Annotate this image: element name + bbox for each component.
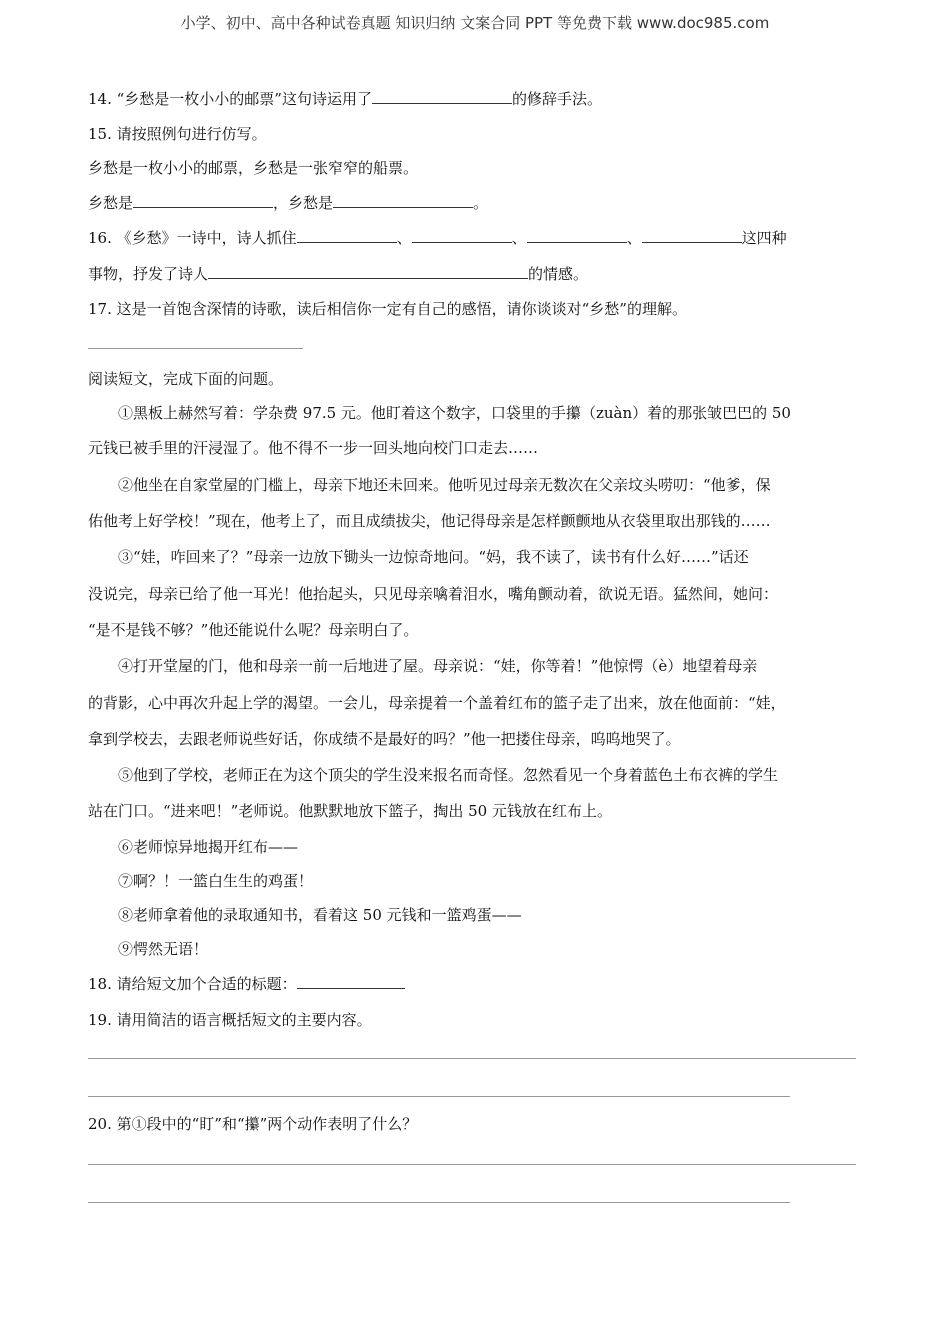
q16-answer-blank-1[interactable] [297, 228, 397, 243]
q18-answer-blank[interactable] [297, 974, 405, 989]
question-19: 19. 请用简洁的语言概括短文的主要内容。 [88, 1011, 372, 1029]
passage-p7: ⑦啊？！一篮白生生的鸡蛋！ [118, 872, 314, 890]
question-17: 17. 这是一首饱含深情的诗歌，读后相信你一定有自己的感悟，请你谈谈对“乡愁”的理解。 [88, 300, 687, 318]
passage-p4-line1: ④打开堂屋的门，他和母亲一前一后地进了屋。母亲说：“娃，你等着！”他惊愕（è）地望着母亲 [118, 657, 758, 675]
q16-sep-2: 、 [511, 229, 527, 247]
q19-answer-line-2[interactable] [88, 1096, 790, 1097]
q16-line2-start: 事物，抒发了诗人 [88, 265, 209, 283]
q18-text: 18. 请给短文加个合适的标题： [88, 975, 297, 993]
q16-answer-blank-4[interactable] [642, 228, 742, 243]
page-header-banner: 小学、初中、高中各种试卷真题 知识归纳 文案合同 PPT 等免费下载 www.doc985.com [180, 14, 770, 32]
passage-p5-line2: 站在门口。“进来吧！”老师说。他默默地放下篮子，掏出 50 元钱放在红布上。 [88, 802, 612, 820]
q15-answer-blank-1[interactable] [133, 193, 273, 208]
q16-answer-blank-3[interactable] [527, 228, 627, 243]
passage-p3-line3: “是不是钱不够？”他还能说什么呢？母亲明白了。 [88, 621, 419, 639]
q16-answer-blank-5[interactable] [208, 264, 528, 279]
q20-answer-line-1[interactable] [88, 1164, 856, 1165]
passage-p2-line2: 佑他考上好学校！”现在，他考上了，而且成绩拔尖，他记得母亲是怎样颤颤地从衣袋里取出那钱的…… [88, 512, 771, 530]
passage-p6: ⑥老师惊异地揭开红布—— [118, 838, 299, 856]
passage-p1-line2: 元钱已被手里的汗浸湿了。他不得不一步一回头地向校门口走去…… [88, 439, 539, 457]
question-15-fill-line [88, 193, 488, 213]
passage-p1-line1: ①黑板上赫然写着：学杂费 97.5 元。他盯着这个数字，口袋里的手攥（zuàn）着的那张皱巴巴的 50 [118, 404, 791, 422]
q15-answer-blank-2[interactable] [333, 193, 473, 208]
q14-text-after: 的修辞手法。 [511, 90, 602, 108]
q14-answer-blank[interactable] [372, 89, 512, 104]
q17-answer-line[interactable] [88, 348, 303, 349]
passage-p5-line1: ⑤他到了学校，老师正在为这个顶尖的学生没来报名而奇怪。忽然看见一个身着蓝色土布衣裤的学生 [118, 766, 779, 784]
question-16-line-1 [88, 228, 787, 248]
passage-p8: ⑧老师拿着他的录取通知书，看着这 50 元钱和一篮鸡蛋—— [118, 906, 522, 924]
q16-sep-3: 、 [626, 229, 642, 247]
q14-text-before: 14. “乡愁是一枚小小的邮票”这句诗运用了 [88, 90, 372, 108]
passage-p9: ⑨愕然无语！ [118, 940, 209, 958]
passage-p4-line3: 拿到学校去，去跟老师说些好话，你成绩不是最好的吗？”他一把搂住母亲，呜呜地哭了。 [88, 730, 681, 748]
question-18 [88, 974, 405, 994]
q16-line1-start: 16. 《乡愁》一诗中，诗人抓住 [88, 229, 297, 247]
question-15-example: 乡愁是一枚小小的邮票，乡愁是一张窄窄的船票。 [88, 159, 419, 177]
passage-p4-line2: 的背影，心中再次升起上学的渴望。一会儿，母亲提着一个盖着红布的篮子走了出来，放在他面前：“娃， [88, 694, 786, 712]
reading-intro: 阅读短文，完成下面的问题。 [88, 370, 284, 388]
question-16-line-2 [88, 264, 588, 284]
question-15-title: 15. 请按照例句进行仿写。 [88, 125, 267, 143]
passage-p2-line1: ②他坐在自家堂屋的门槛上，母亲下地还未回来。他听见过母亲无数次在父亲坟头唠叨：“他爹，保 [118, 476, 771, 494]
q15-fill-a: 乡愁是 [88, 194, 134, 212]
q19-answer-line-1[interactable] [88, 1058, 856, 1059]
passage-p3-line1: ③“娃，咋回来了？”母亲一边放下锄头一边惊奇地问。“妈，我不读了，读书有什么好……”话还 [118, 548, 749, 566]
question-14 [88, 89, 602, 109]
q16-answer-blank-2[interactable] [412, 228, 512, 243]
passage-p3-line2: 没说完，母亲已给了他一耳光！他抬起头，只见母亲噙着泪水，嘴角颤动着，欲说无语。猛然间，她问： [88, 585, 779, 603]
q16-line1-end: 这四种 [741, 229, 787, 247]
q16-line2-end: 的情感。 [528, 265, 589, 283]
q15-fill-end: 。 [473, 194, 489, 212]
q15-fill-b: ，乡愁是 [273, 194, 334, 212]
q16-sep-1: 、 [396, 229, 412, 247]
question-20: 20. 第①段中的“盯”和“攥”两个动作表明了什么？ [88, 1115, 418, 1133]
q20-answer-line-2[interactable] [88, 1202, 790, 1203]
